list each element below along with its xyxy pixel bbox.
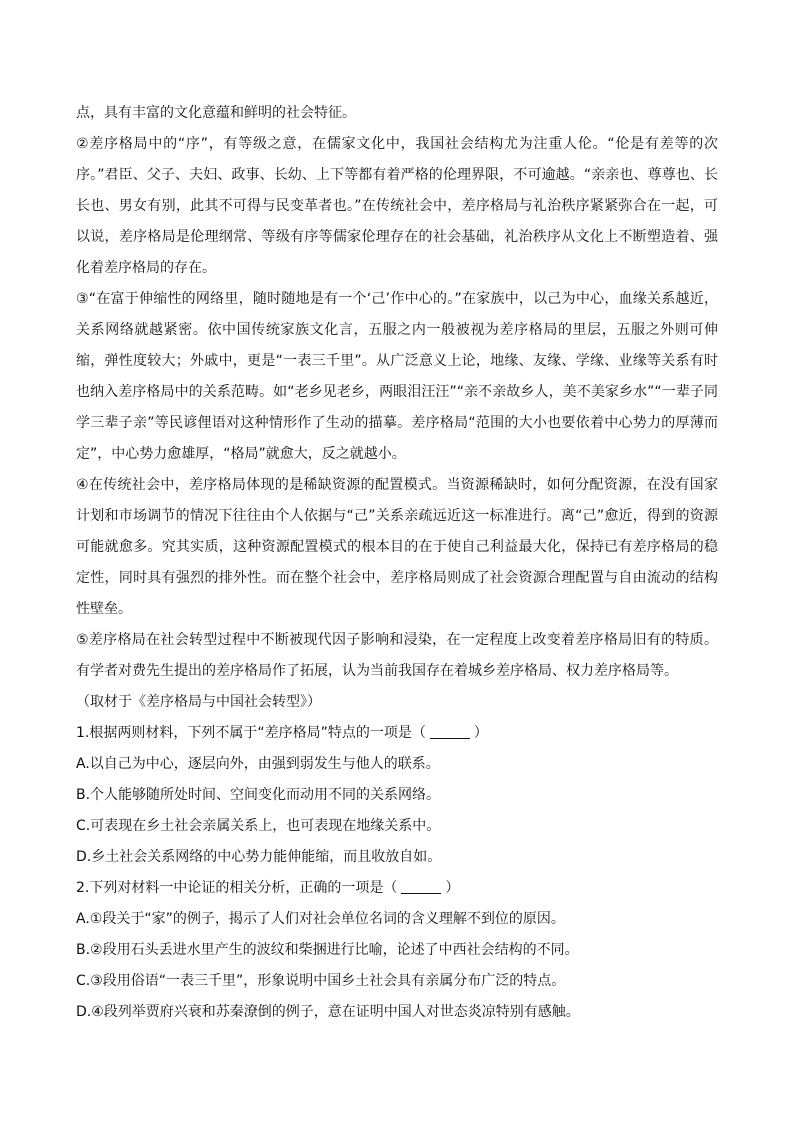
document-page <box>76 98 718 1028</box>
question-2-option-a: A.①段关于“家”的例子，揭示了人们对社会单位名词的含义理解不到位的原因。 <box>76 911 565 927</box>
question-1-option-a: A.以自己为中心，逐层向外，由强到弱发生与他人的联系。 <box>76 756 440 772</box>
question-2-option-b: B.②段用石头丢进水里产生的波纹和柴捆进行比喻，论述了中西社会结构的不同。 <box>76 942 579 958</box>
question-2-stem-end: ） <box>445 880 460 896</box>
passage-paragraph-5: ⑤差序格局在社会转型过程中不断被现代因子影响和浸染，在一定程度上改变着差序格局旧有的特质。有学者对费先生提出的差序格局作了拓展，认为当前我国存在着城乡差序格局、权力差序格局等。 <box>76 632 718 679</box>
question-2-option-c: C.③段用俗语“一表三千里”，形象说明中国乡土社会具有亲属分布广泛的特点。 <box>76 973 566 989</box>
passage-source: （取材于《差序格局与中国社会转型》） <box>76 694 321 710</box>
question-2-stem-text: 2.下列对材料一中论证的相关分析，正确的一项是（ <box>76 880 398 896</box>
question-2-option-d: D.④段列举贾府兴衰和苏秦潦倒的例子，意在证明中国人对世态炎凉特别有感触。 <box>76 1004 580 1020</box>
answer-blank-2[interactable] <box>401 877 441 894</box>
question-1-stem <box>76 718 718 749</box>
passage-paragraph-continuation: 点，具有丰富的文化意蕴和鲜明的社会特征。 <box>76 105 356 121</box>
question-1-option-c: C.可表现在乡土社会亲属关系上，也可表现在地缘关系中。 <box>76 818 441 834</box>
question-1-option-b: B.个人能够随所处时间、空间变化而动用不同的关系网络。 <box>76 787 441 803</box>
question-2-stem <box>76 873 718 904</box>
passage-paragraph-2: ②差序格局中的“序”，有等级之意，在儒家文化中，我国社会结构尤为注重人伦。“伦是有差等的次序。”君臣、父子、夫妇、政事、长幼、上下等都有着严格的伦理界限，不可逾越。“亲亲也、尊尊也、长长也、男女有别，此其不可得与民变革者也。”在传统社会中，差序格局与礼治秩序紧紧弥合在一起，可以说，差序格局是伦理纲常、等级有序等儒家伦理存在的社会基础，礼治秩序从文化上不断塑造着、强化着差序格局的存在。 <box>76 136 718 276</box>
question-1-stem-end: ） <box>473 725 488 741</box>
question-2 <box>76 873 718 1028</box>
answer-blank-1[interactable] <box>430 722 470 739</box>
passage-paragraph-4: ④在传统社会中，差序格局体现的是稀缺资源的配置模式。当资源稀缺时，如何分配资源，在没有国家计划和市场调节的情况下往往由个人依据与“己”关系亲疏远近这一标准进行。离“己”愈近，得到的资源可能就愈多。究其实质，这种资源配置模式的根本目的在于使自己利益最大化，保持已有差序格局的稳定性，同时具有强烈的排外性。而在整个社会中，差序格局则成了社会资源合理配置与自由流动的结构性壁垒。 <box>76 477 718 617</box>
question-1 <box>76 718 718 873</box>
passage-paragraph-3: ③“在富于伸缩性的网络里，随时随地是有一个‘己’作中心的。”在家族中，以己为中心，血缘关系越近，关系网络就越紧密。依中国传统家族文化言，五服之内一般被视为差序格局的里层，五服之外则可伸缩，弹性度较大；外戚中，更是“一表三千里”。从广泛意义上论，地缘、友缘、学缘、业缘等关系有时也纳入差序格局中的关系范畴。如“老乡见老乡，两眼泪汪汪”“亲不亲故乡人，美不美家乡水”“一辈子同学三辈子亲”等民谚俚语对这种情形作了生动的描摹。差序格局“范围的大小也要依着中心势力的厚薄而定”，中心势力愈雄厚，“格局”就愈大，反之就越小。 <box>76 291 718 462</box>
question-1-stem-text: 1.根据两则材料，下列不属于“差序格局”特点的一项是（ <box>76 725 426 741</box>
question-1-option-d: D.乡土社会关系网络的中心势力能伸能缩，而且收放自如。 <box>76 849 442 865</box>
